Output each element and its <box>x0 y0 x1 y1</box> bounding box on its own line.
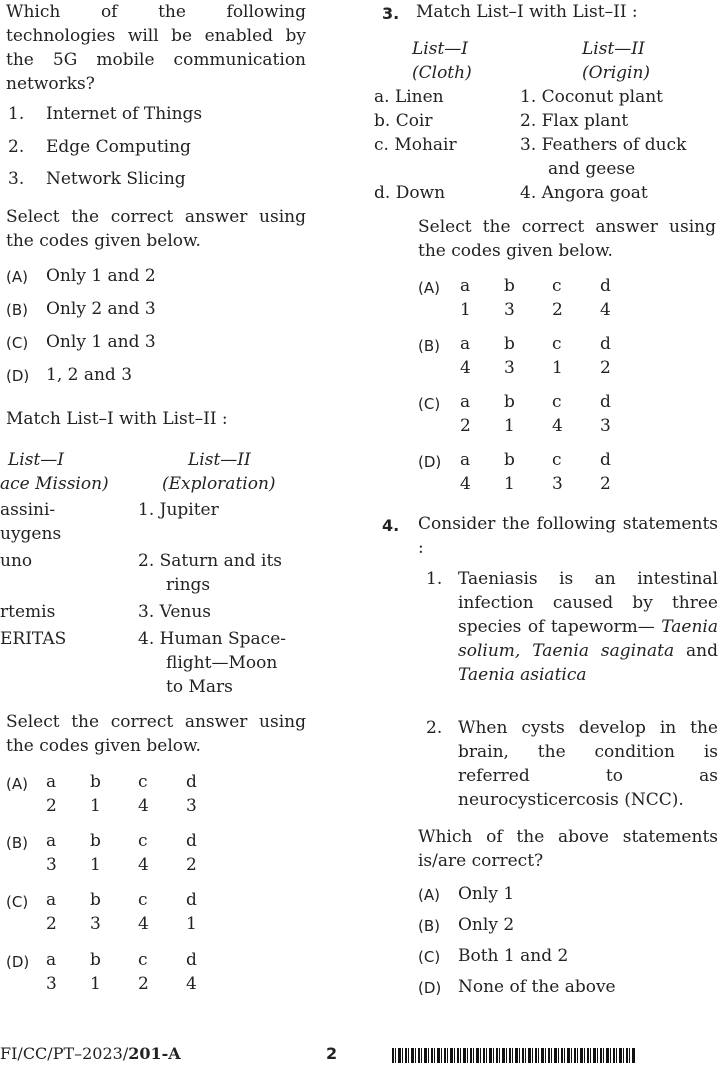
code-letter: d <box>600 334 611 354</box>
list2-header: List—II <box>582 39 645 59</box>
option-text: Only 1 and 2 <box>46 266 156 286</box>
code-letter: b <box>504 450 515 470</box>
code-value: 3 <box>46 974 57 994</box>
list2-item-cont: to Mars <box>166 677 233 697</box>
list1-item: b. Coir <box>374 111 433 131</box>
list2-item: 2. Flax plant <box>520 111 629 131</box>
option-label: (D) <box>418 453 442 471</box>
list1-item: rtemis <box>0 602 56 622</box>
option-text: None of the above <box>458 977 616 997</box>
code-value: 2 <box>600 474 611 494</box>
list2-item-cont: rings <box>166 575 211 595</box>
instruction: Select the correct answer using the codes given below. <box>6 207 306 251</box>
option-text: Only 1 <box>458 884 515 904</box>
code-value: 3 <box>504 358 515 378</box>
code-value: 1 <box>460 300 471 320</box>
list1-item-cont: uygens <box>0 524 62 544</box>
code-letter: b <box>504 334 515 354</box>
option-text: Only 2 <box>458 915 515 935</box>
code-value: 1 <box>90 796 101 816</box>
species-names: Taenia solium, Taenia saginata <box>458 617 719 661</box>
code-letter: a <box>460 334 471 354</box>
list2-item: 2. Saturn and its <box>138 551 283 571</box>
option-a-values <box>46 794 282 818</box>
list-item: Edge Computing <box>46 137 191 157</box>
statement-number: 2. <box>426 718 443 738</box>
code-value: 4 <box>460 358 471 378</box>
code-letter: d <box>186 831 197 851</box>
code-value: 3 <box>600 416 611 436</box>
code-value: 1 <box>186 914 197 934</box>
code-letter: b <box>90 772 101 792</box>
code-value: 3 <box>186 796 197 816</box>
code-value: 2 <box>460 416 471 436</box>
option-b-values <box>460 356 696 380</box>
option-c-grid <box>46 888 282 912</box>
option-a-values <box>460 298 696 322</box>
code-letter: c <box>138 950 148 970</box>
list1-item: assini- <box>0 500 56 520</box>
code-value: 2 <box>138 974 149 994</box>
statement-text: Taeniasis is an intestinal infection caused by three species of tapeworm— <box>458 569 718 637</box>
list-item-number: 1. <box>8 104 25 124</box>
list-item: Internet of Things <box>46 104 203 124</box>
option-text: Both 1 and 2 <box>458 946 569 966</box>
code-letter: c <box>138 890 148 910</box>
paper-code <box>0 1042 181 1066</box>
option-label: (B) <box>6 301 28 319</box>
option-label: (A) <box>6 268 28 286</box>
list1-header: List—I <box>8 450 64 470</box>
code-value: 2 <box>46 796 57 816</box>
code-letter: a <box>46 772 57 792</box>
code-letter: a <box>460 450 471 470</box>
code-letter: a <box>460 276 471 296</box>
code-value: 2 <box>186 855 197 875</box>
list1-subheader: (Cloth) <box>412 63 472 83</box>
code-letter: c <box>138 772 148 792</box>
species-name: Taenia asiatica <box>458 665 587 685</box>
list1-item: c. Mohair <box>374 135 457 155</box>
option-label: (D) <box>6 367 30 385</box>
list1-item: ERITAS <box>0 629 67 649</box>
list1-header: List—I <box>412 39 468 59</box>
list1-subheader: ace Mission) <box>0 474 109 494</box>
list-item-number: 3. <box>8 169 25 189</box>
list2-subheader: (Origin) <box>582 63 651 83</box>
code-value: 3 <box>552 474 563 494</box>
paper-code-prefix: FI/CC/PT–2023/ <box>0 1044 129 1063</box>
question-number: 4. <box>382 516 400 535</box>
statement-2: When cysts develop in the brain, the condition is referred to as neurocysticercosis (NCC). <box>458 718 718 810</box>
option-d-grid <box>460 448 696 472</box>
instruction: Select the correct answer using the codes given below. <box>418 217 716 261</box>
option-d-values <box>46 972 282 996</box>
option-c-values <box>460 414 696 438</box>
code-value: 4 <box>600 300 611 320</box>
option-a-grid <box>46 770 282 794</box>
barcode-icon <box>392 1048 636 1063</box>
list2-item: 1. Coconut plant <box>520 87 663 107</box>
code-value: 4 <box>138 914 149 934</box>
list2-item-cont: flight—Moon <box>166 653 278 673</box>
list1-item: uno <box>0 551 33 571</box>
option-text: Only 2 and 3 <box>46 299 156 319</box>
option-label: (D) <box>418 979 442 997</box>
option-d-grid <box>46 948 282 972</box>
page-number: 2 <box>326 1044 338 1063</box>
code-letter: c <box>138 831 148 851</box>
question-stem: Which of the following technologies will be enabled by the 5G mobile communication networks? <box>6 2 306 94</box>
code-letter: d <box>186 890 197 910</box>
option-label: (C) <box>418 948 441 966</box>
option-b-grid <box>460 332 696 356</box>
code-letter: c <box>552 392 562 412</box>
option-label: (C) <box>6 893 29 911</box>
paper-code-set: 201-A <box>128 1044 181 1063</box>
code-letter: c <box>552 334 562 354</box>
code-letter: a <box>46 950 57 970</box>
code-value: 1 <box>504 474 515 494</box>
code-value: 2 <box>46 914 57 934</box>
option-label: (A) <box>418 886 440 904</box>
option-b-grid <box>46 829 282 853</box>
option-label: (B) <box>6 834 28 852</box>
code-letter: d <box>186 950 197 970</box>
code-value: 1 <box>504 416 515 436</box>
code-letter: b <box>504 392 515 412</box>
code-value: 3 <box>504 300 515 320</box>
list2-item: 4. Angora goat <box>520 183 648 203</box>
statement-number: 1. <box>426 569 443 589</box>
option-b-values <box>46 853 282 877</box>
code-value: 3 <box>46 855 57 875</box>
question-number: 3. <box>382 4 400 23</box>
option-label: (C) <box>418 395 441 413</box>
code-value: 4 <box>138 855 149 875</box>
code-letter: b <box>504 276 515 296</box>
code-value: 1 <box>552 358 563 378</box>
question-stem: Match List–I with List–II : <box>6 409 228 429</box>
option-label: (B) <box>418 917 440 935</box>
code-letter: c <box>552 450 562 470</box>
option-c-values <box>46 912 282 936</box>
code-value: 1 <box>90 974 101 994</box>
list2-subheader: (Exploration) <box>162 474 276 494</box>
list1-item: d. Down <box>374 183 446 203</box>
code-value: 3 <box>90 914 101 934</box>
code-letter: b <box>90 950 101 970</box>
option-label: (D) <box>6 953 30 971</box>
list2-header: List—II <box>188 450 251 470</box>
option-d-values <box>460 472 696 496</box>
list2-item: 3. Venus <box>138 602 212 622</box>
code-value: 4 <box>552 416 563 436</box>
code-value: 2 <box>552 300 563 320</box>
option-c-grid <box>460 390 696 414</box>
list2-item: 4. Human Space- <box>138 629 286 649</box>
code-letter: a <box>460 392 471 412</box>
code-value: 2 <box>600 358 611 378</box>
code-value: 4 <box>186 974 197 994</box>
code-value: 4 <box>138 796 149 816</box>
conjunction: and <box>686 641 718 661</box>
list-item: Network Slicing <box>46 169 186 189</box>
question-stem: Consider the following statements : <box>418 514 718 558</box>
option-label: (A) <box>6 775 28 793</box>
code-letter: d <box>600 450 611 470</box>
list-item-number: 2. <box>8 137 25 157</box>
list2-item-cont: and geese <box>548 159 636 179</box>
code-letter: a <box>46 890 57 910</box>
option-text: 1, 2 and 3 <box>46 365 133 385</box>
code-letter: c <box>552 276 562 296</box>
option-label: (B) <box>418 337 440 355</box>
statement-1 <box>458 567 718 687</box>
instruction: Select the correct answer using the codes given below. <box>6 712 306 756</box>
list1-item: a. Linen <box>374 87 444 107</box>
list2-item: 1. Jupiter <box>138 500 219 520</box>
option-a-grid <box>460 274 696 298</box>
code-letter: d <box>186 772 197 792</box>
code-letter: a <box>46 831 57 851</box>
code-letter: b <box>90 890 101 910</box>
question-stem: Match List–I with List–II : <box>416 2 638 22</box>
code-letter: d <box>600 392 611 412</box>
option-label: (A) <box>418 279 440 297</box>
option-text: Only 1 and 3 <box>46 332 156 352</box>
option-label: (C) <box>6 334 29 352</box>
code-value: 4 <box>460 474 471 494</box>
code-value: 1 <box>90 855 101 875</box>
code-letter: d <box>600 276 611 296</box>
code-letter: b <box>90 831 101 851</box>
question-prompt: Which of the above statements is/are correct? <box>418 827 718 871</box>
list2-item: 3. Feathers of duck <box>520 135 687 155</box>
